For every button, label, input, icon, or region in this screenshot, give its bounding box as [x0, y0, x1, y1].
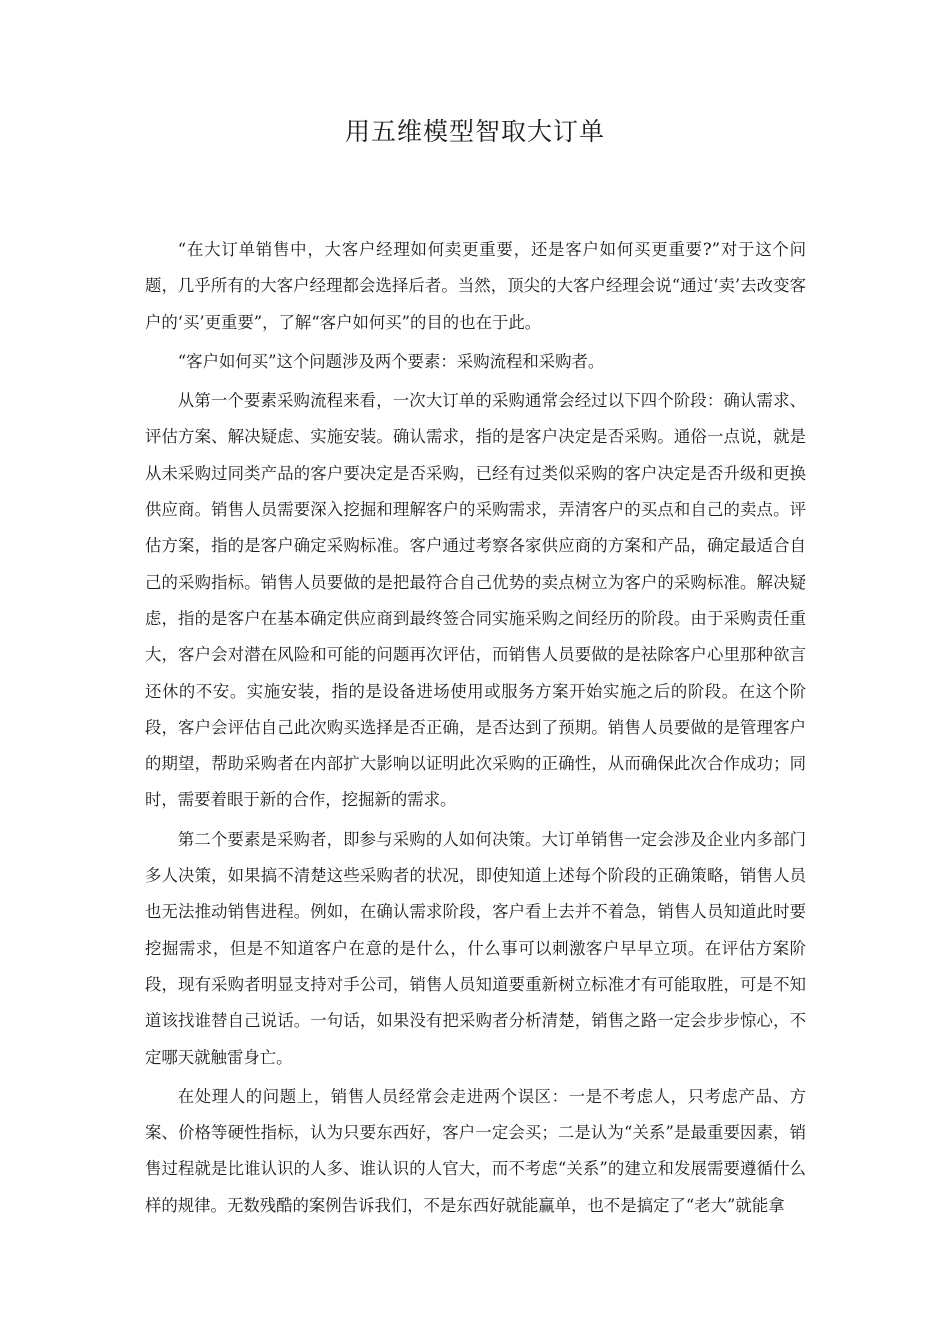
- paragraph-intro-question: “在大订单销售中，大客户经理如何卖更重要，还是客户如何买更重要?”对于这个问题，几乎所有的大客户经理都会选择后者。当然，顶尖的大客户经理会说“通过‘卖’去改变客户的‘买’更重要”，了解“客户如何买”的目的也在于此。: [145, 240, 806, 332]
- paragraph-two-elements: “客户如何买”这个问题涉及两个要素：采购流程和采购者。: [177, 351, 605, 371]
- paragraph-purchasers: 第二个要素是采购者，即参与采购的人如何决策。大订单销售一定会涉及企业内多部门多人决策，如果搞不清楚这些采购者的状况，即使知道上述每个阶段的正确策略，销售人员也无法推动销售进程。例如，在确认需求阶段，客户看上去并不着急，销售人员知道此时要挖掘需求，但是不知道客户在意的是什么，什么事可以刺激客户早早立项。在评估方案阶段，现有采购者明显支持对手公司，销售人员知道要重新树立标准才有可能取胜，可是不知道该找谁替自己说话。一句话，如果没有把采购者分析清楚，销售之路一定会步步惊心，不定哪天就触雷身亡。: [145, 829, 806, 1067]
- paragraph-two-mistakes: 在处理人的问题上，销售人员经常会走进两个误区：一是不考虑人，只考虑产品、方案、价格等硬性指标，认为只要东西好，客户一定会买；二是认为“关系”是最重要因素，销售过程就是比谁认识的人多、谁认识的人官大，而不考虑“关系”的建立和发展需要遵循什么样的规律。无数残酷的案例告诉我们，不是东西好就能赢单，也不是搞定了“老大”就能拿: [145, 1086, 806, 1215]
- document-title: 用五维模型智取大订单: [344, 117, 605, 146]
- paragraph-purchase-process: 从第一个要素采购流程来看，一次大订单的采购通常会经过以下四个阶段：确认需求、评估方案、解决疑虑、实施安装。确认需求，指的是客户决定是否采购。通俗一点说，就是从未采购过同类产品的客户要决定是否采购，已经有过类似采购的客户决定是否升级和更换供应商。销售人员需要深入挖掘和理解客户的采购需求，弄清客户的买点和自己的卖点。评估方案，指的是客户确定采购标准。客户通过考察各家供应商的方案和产品，确定最适合自己的采购指标。销售人员要做的是把最符合自己优势的卖点树立为客户的采购标准。解决疑虑，指的是客户在基本确定供应商到最终签合同实施采购之间经历的阶段。由于采购责任重大，客户会对潜在风险和可能的问题再次评估，而销售人员要做的是祛除客户心里那种欲言还休的不安。实施安装，指的是设备进场使用或服务方案开始实施之后的阶段。在这个阶段，客户会评估自己此次购买选择是否正确，是否达到了预期。销售人员要做的是管理客户的期望，帮助采购者在内部扩大影响以证明此次采购的正确性，从而确保此次合作成功；同时，需要着眼于新的合作，挖掘新的需求。: [145, 391, 806, 810]
- document-body: [145, 232, 806, 1224]
